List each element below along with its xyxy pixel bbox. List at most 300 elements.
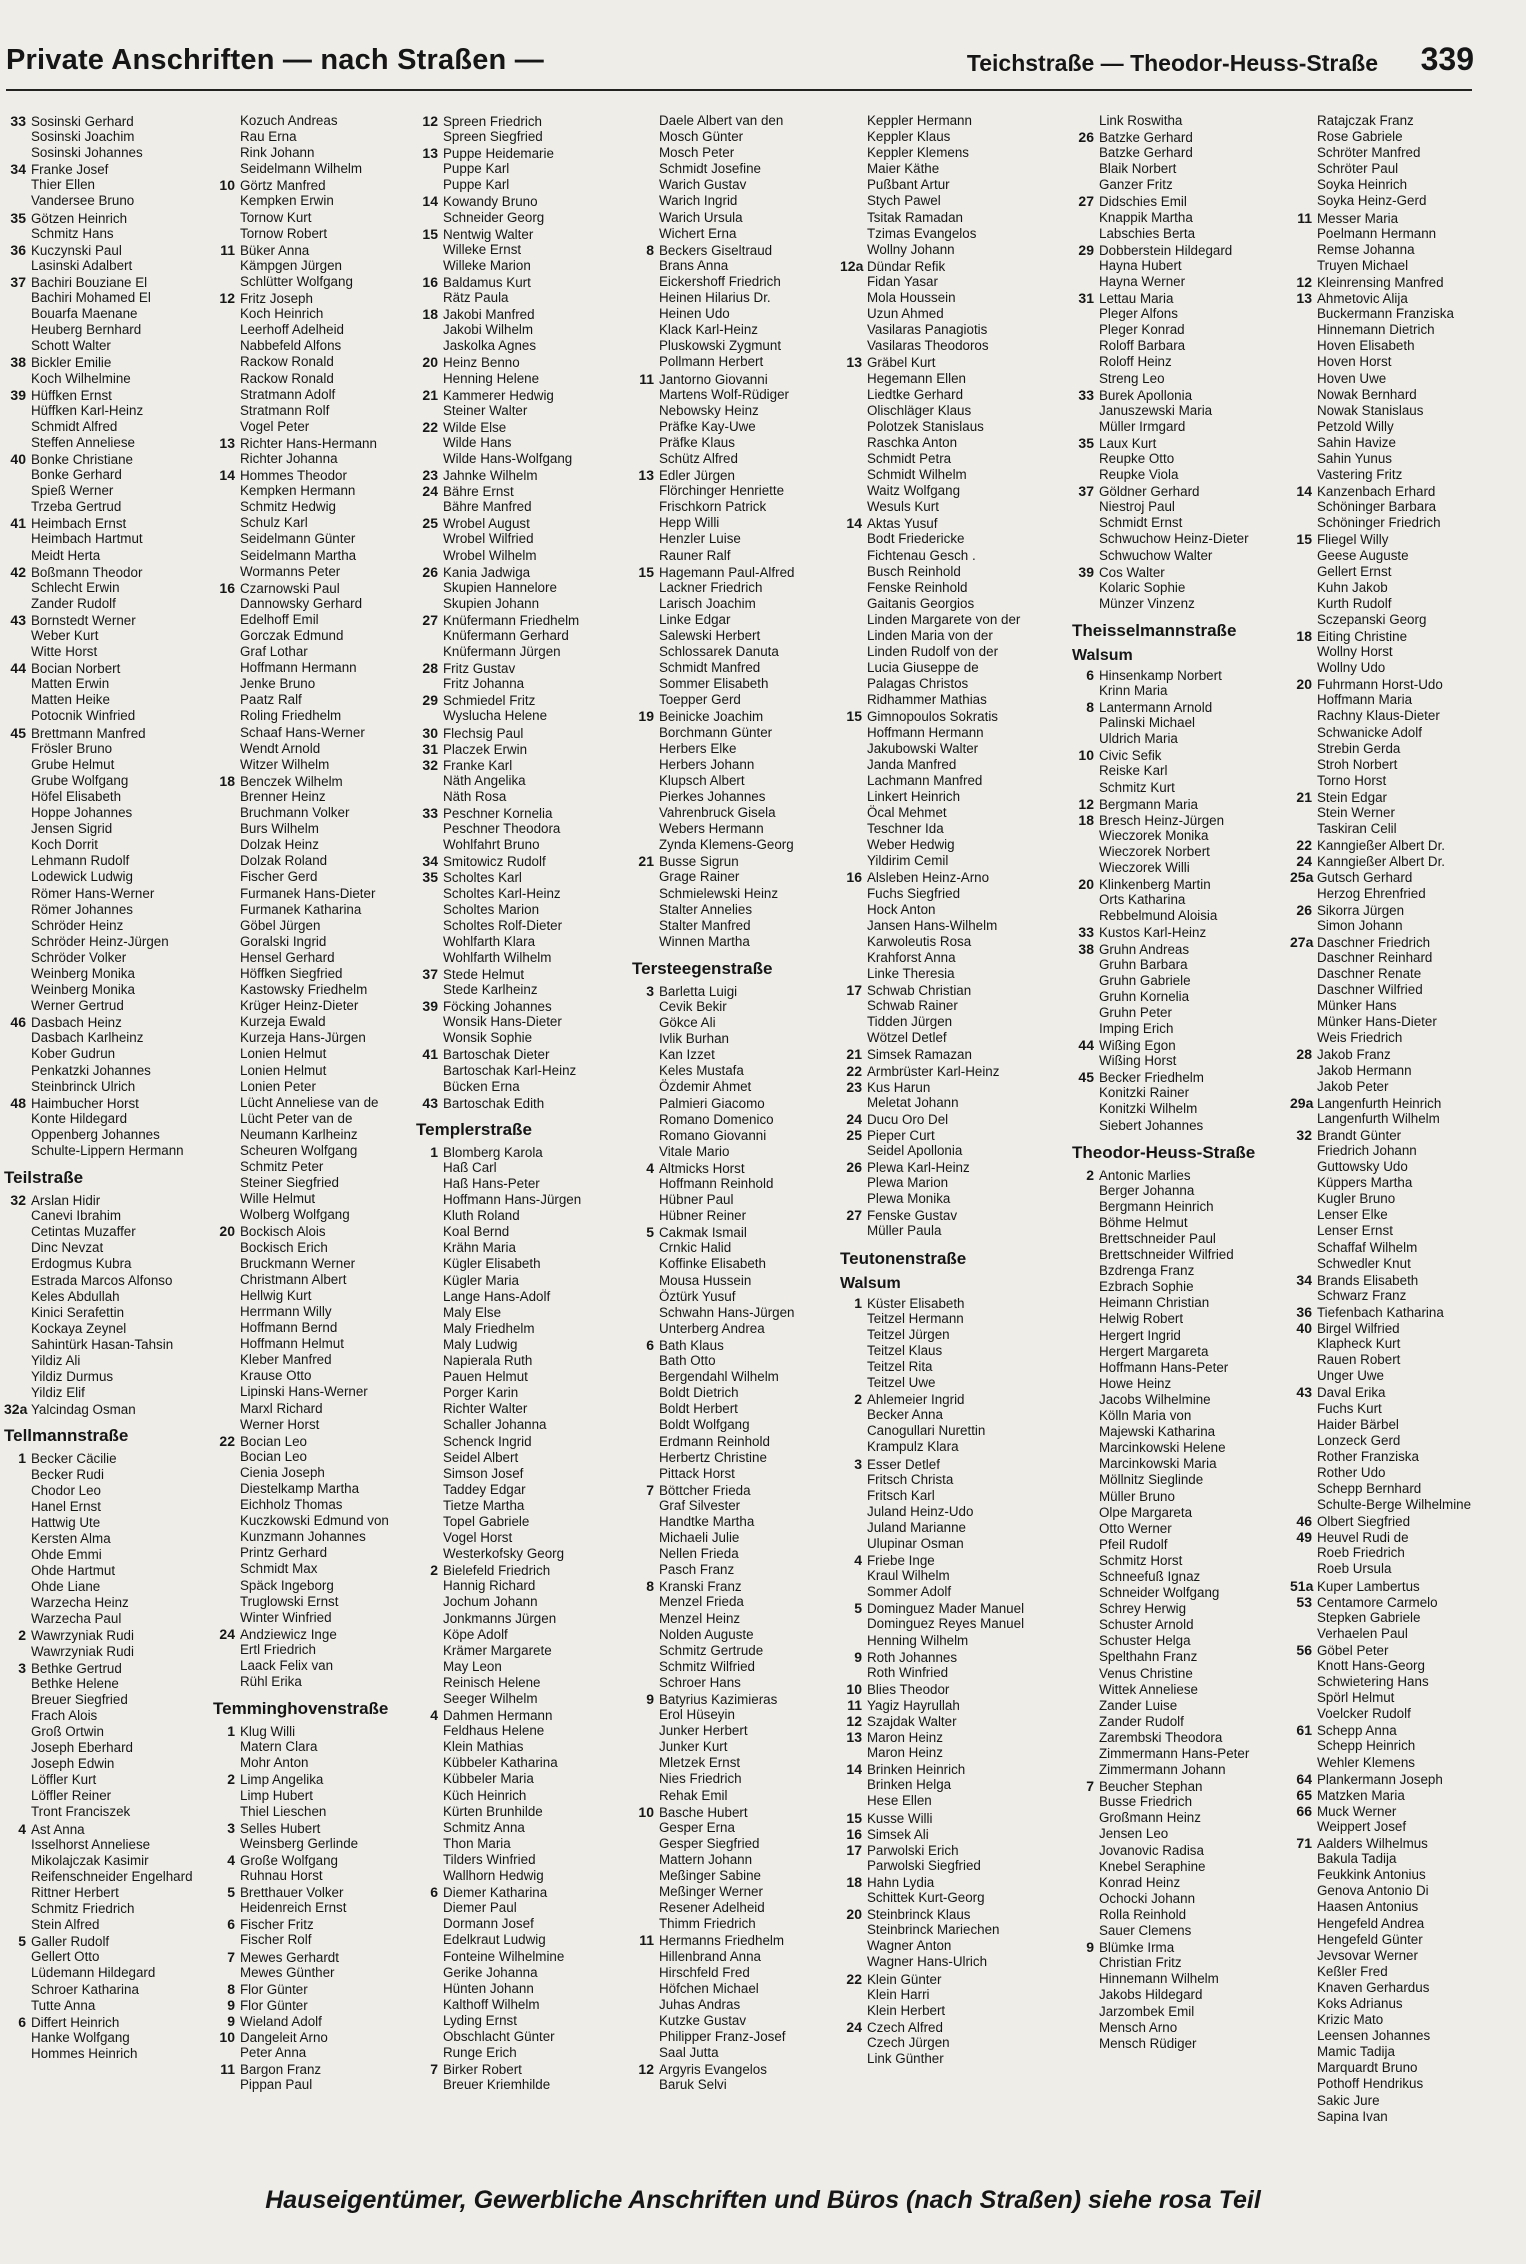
resident-entry <box>1072 989 1255 1005</box>
resident-entry <box>416 1160 581 1176</box>
resident-name: Haß Carl <box>443 1159 497 1175</box>
resident-name: Maly Friedhelm <box>443 1320 535 1336</box>
resident-name: Seidelmann Martha <box>240 547 357 563</box>
resident-entry <box>416 129 581 145</box>
resident-name: Limp Angelika <box>240 1772 324 1788</box>
resident-entry <box>1290 1256 1471 1272</box>
resident-name: Franke Karl <box>443 757 513 773</box>
resident-name: Kempken Hermann <box>240 483 356 499</box>
resident-name: Keppler Klemens <box>867 145 969 161</box>
resident-name: Möllnitz Sieglinde <box>1099 1472 1204 1488</box>
resident-entry <box>840 869 1024 885</box>
resident-name: Andziewicz Inge <box>240 1626 337 1642</box>
resident-entry <box>840 1175 1024 1191</box>
resident-name: Ohde Hartmut <box>31 1563 116 1579</box>
resident-name: Heuberg Bernhard <box>31 322 142 338</box>
resident-name: Jakobi Wilhelm <box>443 322 534 338</box>
resident-entry <box>213 1561 389 1577</box>
resident-name: Koffinke Elisabeth <box>659 1256 766 1272</box>
resident-name: Schwuchow Walter <box>1099 547 1213 563</box>
resident-name: Voelcker Rudolf <box>1317 1706 1411 1722</box>
resident-name: Hoffmann Hans-Jürgen <box>443 1192 582 1208</box>
resident-name: Tilders Winfried <box>443 1851 536 1867</box>
house-number: 29a <box>1290 1094 1314 1111</box>
resident-name: Jahnke Wilhelm <box>443 468 538 484</box>
house-number: 42 <box>10 563 26 580</box>
resident-name: Frach Alois <box>31 1707 98 1723</box>
resident-name: Diemer Katharina <box>443 1885 548 1901</box>
house-number: 71 <box>1296 1835 1312 1852</box>
resident-name: Görtz Manfred <box>240 178 326 194</box>
resident-entry <box>416 1369 581 1385</box>
resident-entry <box>632 419 794 435</box>
resident-entry <box>1290 1304 1471 1320</box>
resident-entry <box>632 2045 794 2061</box>
resident-entry <box>4 596 193 612</box>
street-heading: Theodor-Heuss-Straße <box>1072 1142 1256 1162</box>
resident-entry <box>213 2029 389 2045</box>
resident-entry <box>4 1095 193 1111</box>
resident-entry <box>632 1144 794 1160</box>
resident-entry <box>1290 129 1471 145</box>
resident-name: Fenske Gustav <box>867 1208 958 1224</box>
resident-name: May Leon <box>443 1658 502 1674</box>
resident-name: Ivlik Burhan <box>659 1031 729 1047</box>
resident-entry <box>1290 886 1471 902</box>
resident-entry <box>1072 731 1255 747</box>
resident-name: Münker Hans-Dieter <box>1317 1014 1437 1030</box>
resident-name: Edelkraut Ludwig <box>443 1932 546 1948</box>
resident-name: Götzen Heinrich <box>31 210 128 226</box>
resident-entry <box>840 1159 1024 1175</box>
resident-name: Wille Helmut <box>240 1191 316 1207</box>
resident-entry <box>213 692 389 708</box>
resident-entry <box>1290 773 1471 789</box>
resident-name: Jacobs Wilhelmine <box>1099 1391 1211 1407</box>
resident-entry <box>632 548 794 564</box>
resident-entry <box>1290 467 1471 483</box>
resident-entry <box>416 1176 581 1192</box>
resident-name: Ulupinar Osman <box>867 1535 964 1551</box>
resident-entry <box>632 1659 794 1675</box>
resident-name: Joseph Eberhard <box>31 1740 133 1756</box>
resident-name: Hoven Uwe <box>1317 370 1387 386</box>
resident-entry <box>4 226 193 242</box>
house-number: 7 <box>1086 1778 1094 1795</box>
resident-entry <box>213 1820 389 1836</box>
street-heading: Tellmannstraße <box>4 1426 129 1446</box>
resident-entry <box>416 1514 581 1530</box>
resident-name: Jakob Hermann <box>1317 1062 1412 1078</box>
resident-entry <box>632 177 794 193</box>
resident-name: Jovanovic Radisa <box>1099 1842 1204 1858</box>
resident-name: Bähre Ernst <box>443 484 514 500</box>
resident-entry <box>4 145 193 161</box>
resident-name: Menzel Frieda <box>659 1594 744 1610</box>
resident-name: Mosch Günter <box>659 129 744 145</box>
resident-name: Gesper Erna <box>659 1819 735 1835</box>
resident-name: Dasbach Karlheinz <box>31 1030 144 1046</box>
resident-name: Bergmann Heinrich <box>1099 1198 1214 1214</box>
resident-entry <box>1290 1787 1471 1803</box>
resident-entry <box>632 1337 794 1353</box>
resident-name: Gräbel Kurt <box>867 355 936 371</box>
resident-name: Schmitz Kurt <box>1099 779 1175 795</box>
resident-entry <box>416 1273 581 1289</box>
resident-entry <box>416 1611 581 1627</box>
resident-entry <box>632 1675 794 1691</box>
resident-entry <box>1072 467 1255 483</box>
resident-entry <box>632 1900 794 1916</box>
resident-name: Warzecha Paul <box>31 1611 122 1627</box>
resident-name: Kuhn Jakob <box>1317 579 1388 595</box>
resident-name: Wrobel Wilfried <box>443 531 534 547</box>
resident-entry <box>416 1627 581 1643</box>
resident-name: Koks Adrianus <box>1317 1995 1403 2011</box>
resident-name: Schmidt Manfred <box>659 660 761 676</box>
resident-name: Cos Walter <box>1099 564 1165 580</box>
resident-entry <box>1072 515 1255 531</box>
house-number: 23 <box>422 467 438 484</box>
house-number: 15 <box>1296 531 1312 548</box>
resident-name: Gruhn Gabriele <box>1099 972 1191 988</box>
resident-entry <box>1072 1247 1255 1263</box>
resident-entry <box>213 1449 389 1465</box>
resident-name: Fritsch Karl <box>867 1487 935 1503</box>
resident-name: Bergmann Maria <box>1099 796 1198 812</box>
resident-name: Hese Ellen <box>867 1793 932 1809</box>
resident-entry <box>213 193 389 209</box>
resident-name: Föcking Johannes <box>443 999 552 1015</box>
resident-entry <box>1290 113 1471 129</box>
house-number: 13 <box>422 145 438 162</box>
resident-name: Lehmann Rudolf <box>31 853 130 869</box>
resident-name: Wollny Horst <box>1317 644 1393 660</box>
resident-entry <box>840 515 1024 531</box>
resident-name: Fritz Johanna <box>443 676 525 692</box>
house-number: 48 <box>10 1094 26 1111</box>
resident-entry <box>213 548 389 564</box>
resident-entry <box>632 210 794 226</box>
house-number: 22 <box>846 1062 862 1079</box>
resident-name: Lucia Giuseppe de <box>867 660 979 676</box>
house-number: 29 <box>422 692 438 709</box>
resident-name: Flor Günter <box>240 1997 308 2013</box>
resident-entry <box>213 1127 389 1143</box>
resident-name: Fritz Gustav <box>443 661 516 677</box>
resident-entry <box>632 1965 794 1981</box>
resident-name: Zander Rudolf <box>1099 1713 1184 1729</box>
resident-name: Bickler Emilie <box>31 355 112 371</box>
resident-name: Schmitz Horst <box>1099 1552 1183 1568</box>
resident-name: Maier Käthe <box>867 161 940 177</box>
resident-entry <box>1072 1456 1255 1472</box>
resident-entry <box>1072 1810 1255 1826</box>
resident-entry <box>416 1900 581 1916</box>
page-header-range: Teichstraße — Theodor-Heuss-Straße <box>966 50 1378 76</box>
resident-name: Koch Dorrit <box>31 837 98 853</box>
house-number: 12 <box>219 290 235 307</box>
resident-entry <box>1290 1481 1471 1497</box>
resident-name: Schmidt Ernst <box>1099 515 1183 531</box>
resident-name: Spreen Siegfried <box>443 129 543 145</box>
resident-name: Witzer Wilhelm <box>240 756 330 772</box>
house-number: 13 <box>219 434 235 451</box>
resident-name: Göldner Gerhard <box>1099 484 1200 500</box>
house-number: 14 <box>422 193 438 210</box>
resident-name: Schröder Heinz-Jürgen <box>31 933 169 949</box>
resident-name: Schmitz Anna <box>443 1819 525 1835</box>
resident-entry <box>1290 708 1471 724</box>
house-number: 16 <box>846 869 862 886</box>
resident-name: Schwanicke Adolf <box>1317 724 1422 740</box>
resident-entry <box>416 548 581 564</box>
resident-name: Trzeba Gertrud <box>31 499 122 515</box>
resident-name: Knüfermann Friedhelm <box>443 612 580 628</box>
resident-name: Linke Edgar <box>659 611 731 627</box>
resident-name: Wötzel Detlef <box>867 1030 947 1046</box>
resident-entry <box>213 1288 389 1304</box>
resident-entry <box>840 1359 1024 1375</box>
resident-entry <box>4 1627 193 1643</box>
resident-name: Olbert Siegfried <box>1317 1514 1411 1530</box>
resident-entry <box>4 499 193 515</box>
resident-name: Messer Maria <box>1317 210 1399 226</box>
resident-entry <box>1072 1005 1255 1021</box>
resident-name: Bielefeld Friedrich <box>443 1563 551 1579</box>
resident-entry <box>4 210 193 226</box>
resident-entry <box>416 1949 581 1965</box>
house-number: 23 <box>846 1078 862 1095</box>
house-number: 21 <box>1296 788 1312 805</box>
resident-entry <box>1072 1118 1255 1134</box>
resident-entry <box>213 934 389 950</box>
resident-entry <box>213 145 389 161</box>
resident-name: Palmieri Giacomo <box>659 1095 765 1111</box>
resident-name: Brinken Heinrich <box>867 1762 966 1778</box>
resident-entry <box>213 1046 389 1062</box>
resident-entry <box>1072 435 1255 451</box>
resident-name: Venus Christine <box>1099 1665 1193 1681</box>
resident-name: Keßler Fred <box>1317 1963 1388 1979</box>
resident-name: Blomberg Karola <box>443 1144 543 1160</box>
resident-entry <box>4 773 193 789</box>
resident-entry <box>632 644 794 660</box>
resident-entry <box>632 934 794 950</box>
resident-name: Groß Ortwin <box>31 1724 104 1739</box>
resident-name: Steinbrinck Klaus <box>867 1907 971 1923</box>
resident-name: Hommes Heinrich <box>31 2045 138 2061</box>
resident-entry <box>632 2077 794 2093</box>
resident-entry <box>840 1223 1024 1239</box>
resident-name: Kurzeja Hans-Jürgen <box>240 1030 366 1046</box>
resident-entry <box>4 1079 193 1095</box>
resident-name: Maly Else <box>443 1304 502 1320</box>
resident-name: Strebin Gerda <box>1317 740 1401 756</box>
resident-entry <box>4 1483 193 1499</box>
resident-name: Nellen Frieda <box>659 1546 739 1562</box>
resident-name: Schmitz Hedwig <box>240 499 336 515</box>
resident-name: Roeb Friedrich <box>1317 1545 1405 1561</box>
resident-entry <box>840 1488 1024 1504</box>
resident-entry <box>632 1450 794 1466</box>
resident-entry <box>1290 483 1471 499</box>
resident-entry <box>416 1643 581 1659</box>
resident-name: Wieczorek Willi <box>1099 860 1190 876</box>
resident-entry <box>1072 1923 1255 1939</box>
resident-entry <box>632 1916 794 1932</box>
resident-entry <box>840 419 1024 435</box>
resident-entry <box>632 258 794 274</box>
resident-entry <box>213 1965 389 1981</box>
resident-name: Cienia Joseph <box>240 1464 325 1480</box>
resident-entry <box>213 354 389 370</box>
resident-name: Stalter Annelies <box>659 901 753 917</box>
resident-name: Topel Gabriele <box>443 1513 530 1529</box>
resident-entry <box>416 596 581 612</box>
house-number: 5 <box>646 1224 654 1241</box>
resident-entry <box>840 145 1024 161</box>
resident-name: Grube Wolfgang <box>31 772 129 788</box>
resident-name: Thier Ellen <box>31 177 96 193</box>
resident-entry <box>1072 1472 1255 1488</box>
resident-entry <box>213 869 389 885</box>
resident-entry <box>416 853 581 869</box>
resident-entry <box>632 354 794 370</box>
house-number: 8 <box>646 1578 654 1595</box>
resident-entry <box>1072 1263 1255 1279</box>
resident-entry <box>1072 957 1255 973</box>
resident-entry <box>1072 860 1255 876</box>
resident-name: Vasilaras Panagiotis <box>867 322 988 338</box>
house-number: 19 <box>638 708 654 725</box>
resident-entry <box>1290 1143 1471 1159</box>
resident-name: Spreen Friedrich <box>443 114 542 129</box>
resident-name: Höfel Elisabeth <box>31 788 122 804</box>
resident-entry <box>1290 1561 1471 1577</box>
resident-entry <box>632 757 794 773</box>
resident-entry <box>213 1095 389 1111</box>
resident-entry <box>416 660 581 676</box>
resident-name: Steiner Walter <box>443 402 528 418</box>
resident-name: Schmitz Peter <box>240 1159 324 1175</box>
resident-name: Hattwig Ute <box>31 1514 101 1530</box>
resident-name: Kockaya Zeynel <box>31 1320 127 1336</box>
resident-entry <box>1290 1030 1471 1046</box>
resident-name: Weber Kurt <box>31 628 99 643</box>
house-number: 7 <box>646 1481 654 1498</box>
resident-entry <box>840 1423 1024 1439</box>
resident-entry <box>416 1804 581 1820</box>
resident-entry <box>4 757 193 773</box>
resident-entry <box>416 371 581 387</box>
resident-entry <box>1072 1521 1255 1537</box>
resident-name: Jenke Bruno <box>240 676 316 692</box>
resident-name: Weber Hedwig <box>867 837 955 853</box>
resident-name: Hagemann Paul-Alfred <box>659 564 795 580</box>
house-number: 20 <box>846 1906 862 1923</box>
resident-entry <box>1072 161 1255 177</box>
resident-name: Präfke Kay-Uwe <box>659 418 756 434</box>
resident-entry <box>632 2029 794 2045</box>
resident-name: Gruhn Andreas <box>1099 941 1190 957</box>
resident-name: Stratmann Rolf <box>240 402 330 418</box>
resident-entry <box>4 129 193 145</box>
resident-entry <box>416 403 581 419</box>
resident-name: Marcinkowski Helene <box>1099 1440 1226 1456</box>
resident-name: Winter Winfried <box>240 1609 332 1625</box>
resident-name: Neumann Karlheinz <box>240 1126 358 1142</box>
resident-entry <box>4 548 193 564</box>
house-number: 10 <box>846 1680 862 1697</box>
resident-name: Furmanek Hans-Dieter <box>240 885 376 901</box>
resident-entry <box>840 1504 1024 1520</box>
resident-name: Palinski Michael <box>1099 715 1196 731</box>
resident-name: Nowak Bernhard <box>1317 386 1417 402</box>
resident-entry <box>1290 1384 1471 1400</box>
resident-entry <box>416 1289 581 1305</box>
resident-entry <box>1072 1021 1255 1037</box>
house-number: 46 <box>1296 1513 1312 1530</box>
resident-name: Grube Helmut <box>31 756 115 772</box>
house-number: 12 <box>638 2061 654 2078</box>
resident-name: Hommes Theodor <box>240 468 347 484</box>
resident-name: Willeke Marion <box>443 257 531 273</box>
resident-entry <box>213 467 389 483</box>
resident-entry <box>4 419 193 435</box>
resident-entry <box>4 1708 193 1724</box>
resident-name: Imping Erich <box>1099 1020 1174 1036</box>
resident-name: Werner Gertrud <box>31 998 124 1014</box>
resident-entry <box>213 837 389 853</box>
resident-entry <box>632 1868 794 1884</box>
directory-column-1 <box>4 113 193 2062</box>
resident-name: Wittek Anneliese <box>1099 1681 1198 1697</box>
resident-entry <box>1290 1063 1471 1079</box>
resident-entry <box>416 1755 581 1771</box>
resident-entry <box>1072 1971 1255 1987</box>
resident-entry <box>1290 1819 1471 1835</box>
resident-name: Dahmen Hermann <box>443 1708 553 1724</box>
house-number: 33 <box>1078 386 1094 403</box>
resident-name: Schmidt Wilhelm <box>867 467 967 483</box>
resident-entry <box>1072 322 1255 338</box>
resident-name: Klein Herbert <box>867 2002 946 2018</box>
resident-name: Großmann Heinz <box>1099 1810 1201 1826</box>
resident-name: Juland Heinz-Udo <box>867 1503 974 1519</box>
house-number: 46 <box>10 1014 26 1031</box>
resident-name: Schwarz Franz <box>1317 1287 1407 1303</box>
resident-name: Tzimas Evangelos <box>867 225 977 241</box>
resident-entry <box>416 1450 581 1466</box>
resident-entry <box>840 1407 1024 1423</box>
resident-entry <box>416 934 581 950</box>
resident-name: Keppler Hermann <box>867 113 972 128</box>
resident-name: Schwuchow Heinz-Dieter <box>1099 531 1249 547</box>
resident-name: Fliegel Willy <box>1317 532 1389 548</box>
resident-entry <box>632 387 794 403</box>
resident-entry <box>840 886 1024 902</box>
resident-entry <box>632 1562 794 1578</box>
house-number: 18 <box>1296 628 1312 644</box>
resident-name: Teitzel Klaus <box>867 1342 943 1358</box>
resident-name: Blies Theodor <box>867 1681 950 1697</box>
resident-name: Wrobel Wilhelm <box>443 547 537 563</box>
resident-name: Aktas Yusuf <box>867 516 938 532</box>
resident-name: Kurth Rudolf <box>1317 595 1392 611</box>
resident-entry <box>1290 982 1471 998</box>
resident-name: Cakmak Ismail <box>659 1225 747 1241</box>
